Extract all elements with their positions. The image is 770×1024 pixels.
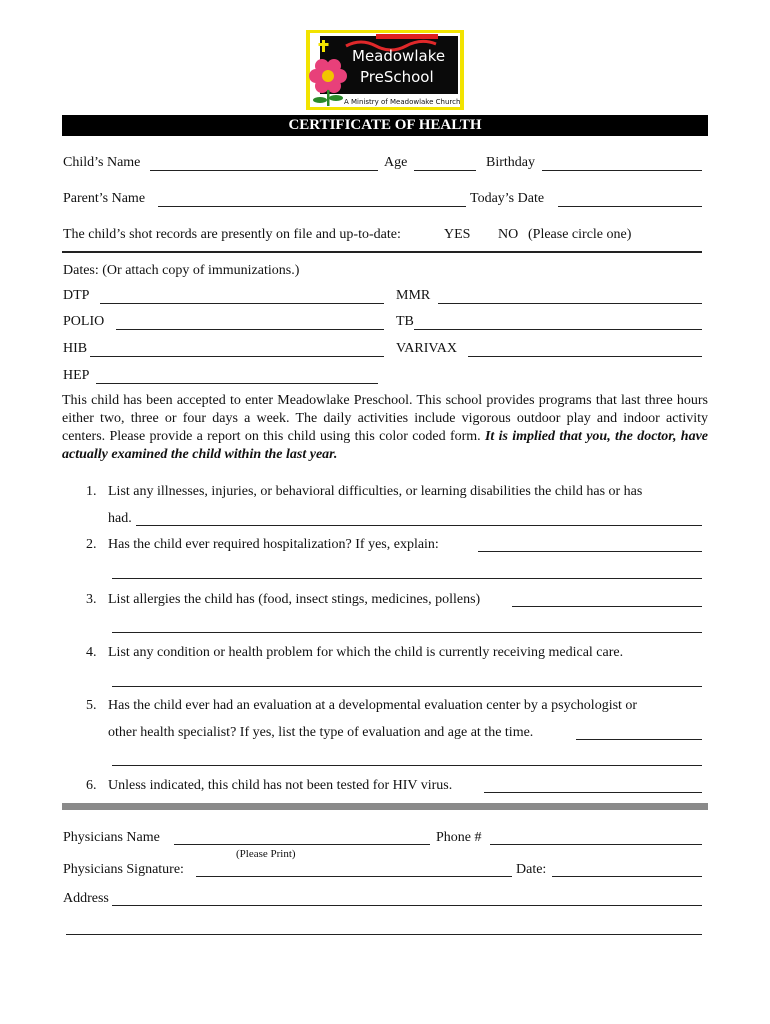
dtp-field[interactable] bbox=[100, 303, 384, 304]
hep-label: HEP bbox=[63, 368, 90, 383]
question-1-text: List any illnesses, injuries, or behavioral difficulties, or learning disabilities the child has or has bbox=[108, 484, 643, 499]
physician-divider bbox=[62, 803, 708, 810]
signature-date-field[interactable] bbox=[552, 876, 702, 877]
todays-date-label: Today’s Date bbox=[470, 191, 545, 206]
todays-date-field[interactable] bbox=[558, 206, 702, 207]
question-4-answer-line[interactable] bbox=[112, 686, 702, 687]
hib-field[interactable] bbox=[90, 356, 384, 357]
physician-signature-field[interactable] bbox=[196, 876, 512, 877]
no-option[interactable]: NO bbox=[498, 227, 519, 242]
address-label: Address bbox=[63, 891, 109, 906]
question-1-answer-line[interactable] bbox=[136, 525, 702, 526]
question-4-number: 4. bbox=[86, 645, 97, 660]
question-5-number: 5. bbox=[86, 698, 97, 713]
phone-label: Phone # bbox=[436, 830, 482, 845]
hib-label: HIB bbox=[63, 341, 88, 356]
phone-field[interactable] bbox=[490, 844, 702, 845]
child-name-label: Child’s Name bbox=[63, 155, 141, 170]
physician-name-label: Physicians Name bbox=[63, 830, 160, 845]
tb-field[interactable] bbox=[414, 329, 702, 330]
dtp-label: DTP bbox=[63, 288, 90, 303]
question-4-text: List any condition or health problem for which the child is currently receiving medical care. bbox=[108, 645, 624, 660]
question-2-answer-line-2[interactable] bbox=[112, 578, 702, 579]
question-3-answer-line-2[interactable] bbox=[112, 632, 702, 633]
question-2-answer-line[interactable] bbox=[478, 551, 702, 552]
age-field[interactable] bbox=[414, 170, 476, 171]
varivax-label: VARIVAX bbox=[396, 341, 457, 356]
parent-name-label: Parent’s Name bbox=[63, 191, 146, 206]
question-5-text: Has the child ever had an evaluation at a developmental evaluation center by a psychologist or bbox=[108, 698, 638, 713]
polio-label: POLIO bbox=[63, 314, 105, 329]
logo-title-line2: PreSchool bbox=[360, 68, 434, 86]
logo-title-line1: Meadowlake bbox=[352, 47, 446, 65]
question-1-continued: had. bbox=[108, 511, 132, 526]
question-3-answer-line[interactable] bbox=[512, 606, 702, 607]
paragraph-emphasis: It is implied that you, the doctor, have actually examined the child within the last year. bbox=[62, 429, 708, 462]
question-5-continued: other health specialist? If yes, list the type of evaluation and age at the time. bbox=[108, 725, 534, 740]
signature-date-label: Date: bbox=[516, 862, 547, 877]
yes-option[interactable]: YES bbox=[444, 227, 471, 242]
circle-one-note: (Please circle one) bbox=[528, 227, 632, 242]
address-field[interactable] bbox=[112, 905, 702, 906]
logo-tagline: A Ministry of Meadowlake Church bbox=[344, 98, 461, 106]
shot-records-label: The child’s shot records are presently on file and up-to-date: bbox=[63, 227, 401, 242]
hep-field[interactable] bbox=[96, 383, 378, 384]
question-6-text: Unless indicated, this child has not been tested for HIV virus. bbox=[108, 778, 453, 793]
question-6-number: 6. bbox=[86, 778, 97, 793]
birthday-label: Birthday bbox=[486, 155, 535, 170]
preschool-logo bbox=[306, 30, 464, 110]
birthday-field[interactable] bbox=[542, 170, 702, 171]
question-5-answer-line-2[interactable] bbox=[112, 765, 702, 766]
question-5-answer-line[interactable] bbox=[576, 739, 702, 740]
tb-label: TB bbox=[396, 314, 414, 329]
form-title: CERTIFICATE OF HEALTH bbox=[62, 115, 708, 136]
question-3-number: 3. bbox=[86, 592, 97, 607]
physician-signature-label: Physicians Signature: bbox=[63, 862, 184, 877]
question-6-answer-line[interactable] bbox=[484, 792, 702, 793]
question-2-number: 2. bbox=[86, 537, 97, 552]
acceptance-paragraph bbox=[62, 392, 708, 464]
polio-field[interactable] bbox=[116, 329, 384, 330]
question-1-number: 1. bbox=[86, 484, 97, 499]
paragraph-body: This child has been accepted to enter Meadowlake Preschool. This school provides programs that last three hours either two, three or four days a week. The daily activities include vigorous outdoor play and indoor activity centers. Please provide a report on this child using this color coded form. bbox=[62, 393, 708, 444]
immunization-intro: Dates: (Or attach copy of immunizations.) bbox=[63, 263, 300, 278]
question-3-text: List allergies the child has (food, insect stings, medicines, pollens) bbox=[108, 592, 481, 607]
please-print-note: (Please Print) bbox=[236, 848, 296, 860]
varivax-field[interactable] bbox=[468, 356, 702, 357]
mmr-label: MMR bbox=[396, 288, 431, 303]
address-field-line-2[interactable] bbox=[66, 934, 702, 935]
physician-name-field[interactable] bbox=[174, 844, 430, 845]
question-2-text: Has the child ever required hospitalization? If yes, explain: bbox=[108, 537, 439, 552]
parent-name-field[interactable] bbox=[158, 206, 466, 207]
child-name-field[interactable] bbox=[150, 170, 378, 171]
section-divider bbox=[62, 251, 702, 253]
age-label: Age bbox=[384, 155, 408, 170]
mmr-field[interactable] bbox=[438, 303, 702, 304]
